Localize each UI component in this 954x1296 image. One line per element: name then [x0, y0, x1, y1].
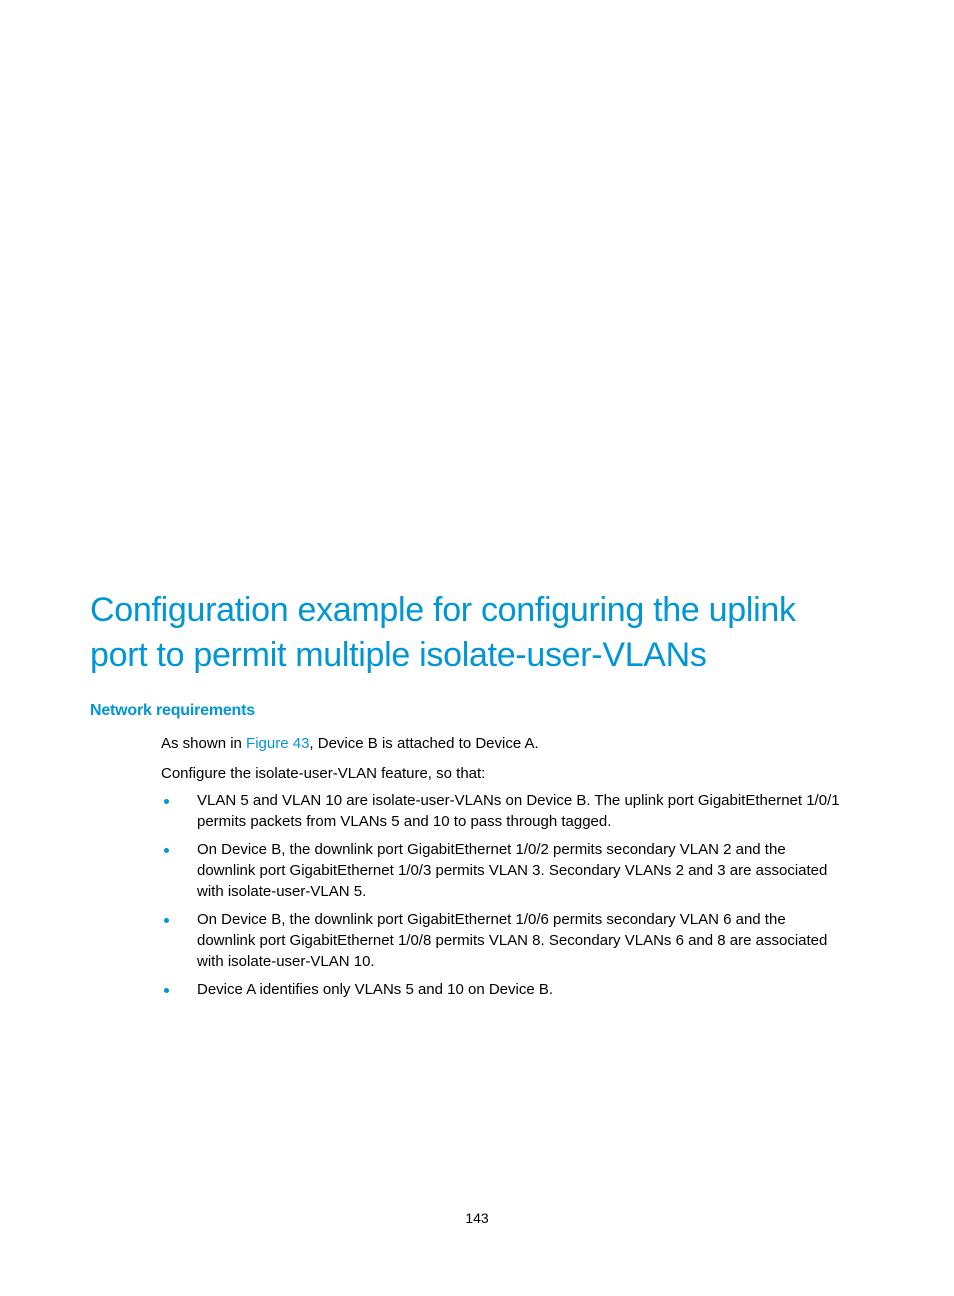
page-title [90, 588, 880, 678]
list-item-line: permits packets from VLANs 5 and 10 to pass through tagged. [197, 813, 612, 830]
list-item [161, 790, 881, 832]
list-item-line: downlink port GigabitEthernet 1/0/8 permits VLAN 8. Secondary VLANs 6 and 8 are associated [197, 932, 828, 949]
page-title-line-1: Configuration example for configuring the uplink [90, 591, 796, 629]
intro-paragraph [161, 733, 539, 754]
page-number: 143 [465, 1210, 489, 1226]
list-item [161, 909, 881, 972]
bullet-icon [164, 799, 169, 804]
list-item-line: On Device B, the downlink port GigabitEthernet 1/0/2 permits secondary VLAN 2 and the [197, 841, 786, 858]
list-item-line: On Device B, the downlink port GigabitEthernet 1/0/6 permits secondary VLAN 6 and the [197, 911, 786, 928]
page-title-line-2: port to permit multiple isolate-user-VLANs [90, 636, 707, 674]
list-item-line: Device A identifies only VLANs 5 and 10 on Device B. [197, 981, 554, 998]
bullet-icon [164, 848, 169, 853]
list-item-line: with isolate-user-VLAN 10. [197, 953, 375, 970]
configure-paragraph: Configure the isolate-user-VLAN feature, so that: [161, 765, 486, 782]
list-item [161, 979, 881, 1000]
intro-prefix: As shown in [161, 735, 247, 752]
list-item-line: downlink port GigabitEthernet 1/0/3 permits VLAN 3. Secondary VLANs 2 and 3 are associated [197, 862, 828, 879]
requirements-list [161, 790, 881, 1007]
section-heading: Network requirements [90, 702, 255, 719]
bullet-icon [164, 918, 169, 923]
bullet-icon [164, 988, 169, 993]
list-item [161, 839, 881, 902]
figure-link[interactable]: Figure 43 [246, 735, 310, 752]
intro-suffix: , Device B is attached to Device A. [309, 735, 539, 752]
list-item-line: VLAN 5 and VLAN 10 are isolate-user-VLANs on Device B. The uplink port GigabitEthernet 1/0/1 [197, 792, 840, 809]
list-item-line: with isolate-user-VLAN 5. [197, 883, 367, 900]
